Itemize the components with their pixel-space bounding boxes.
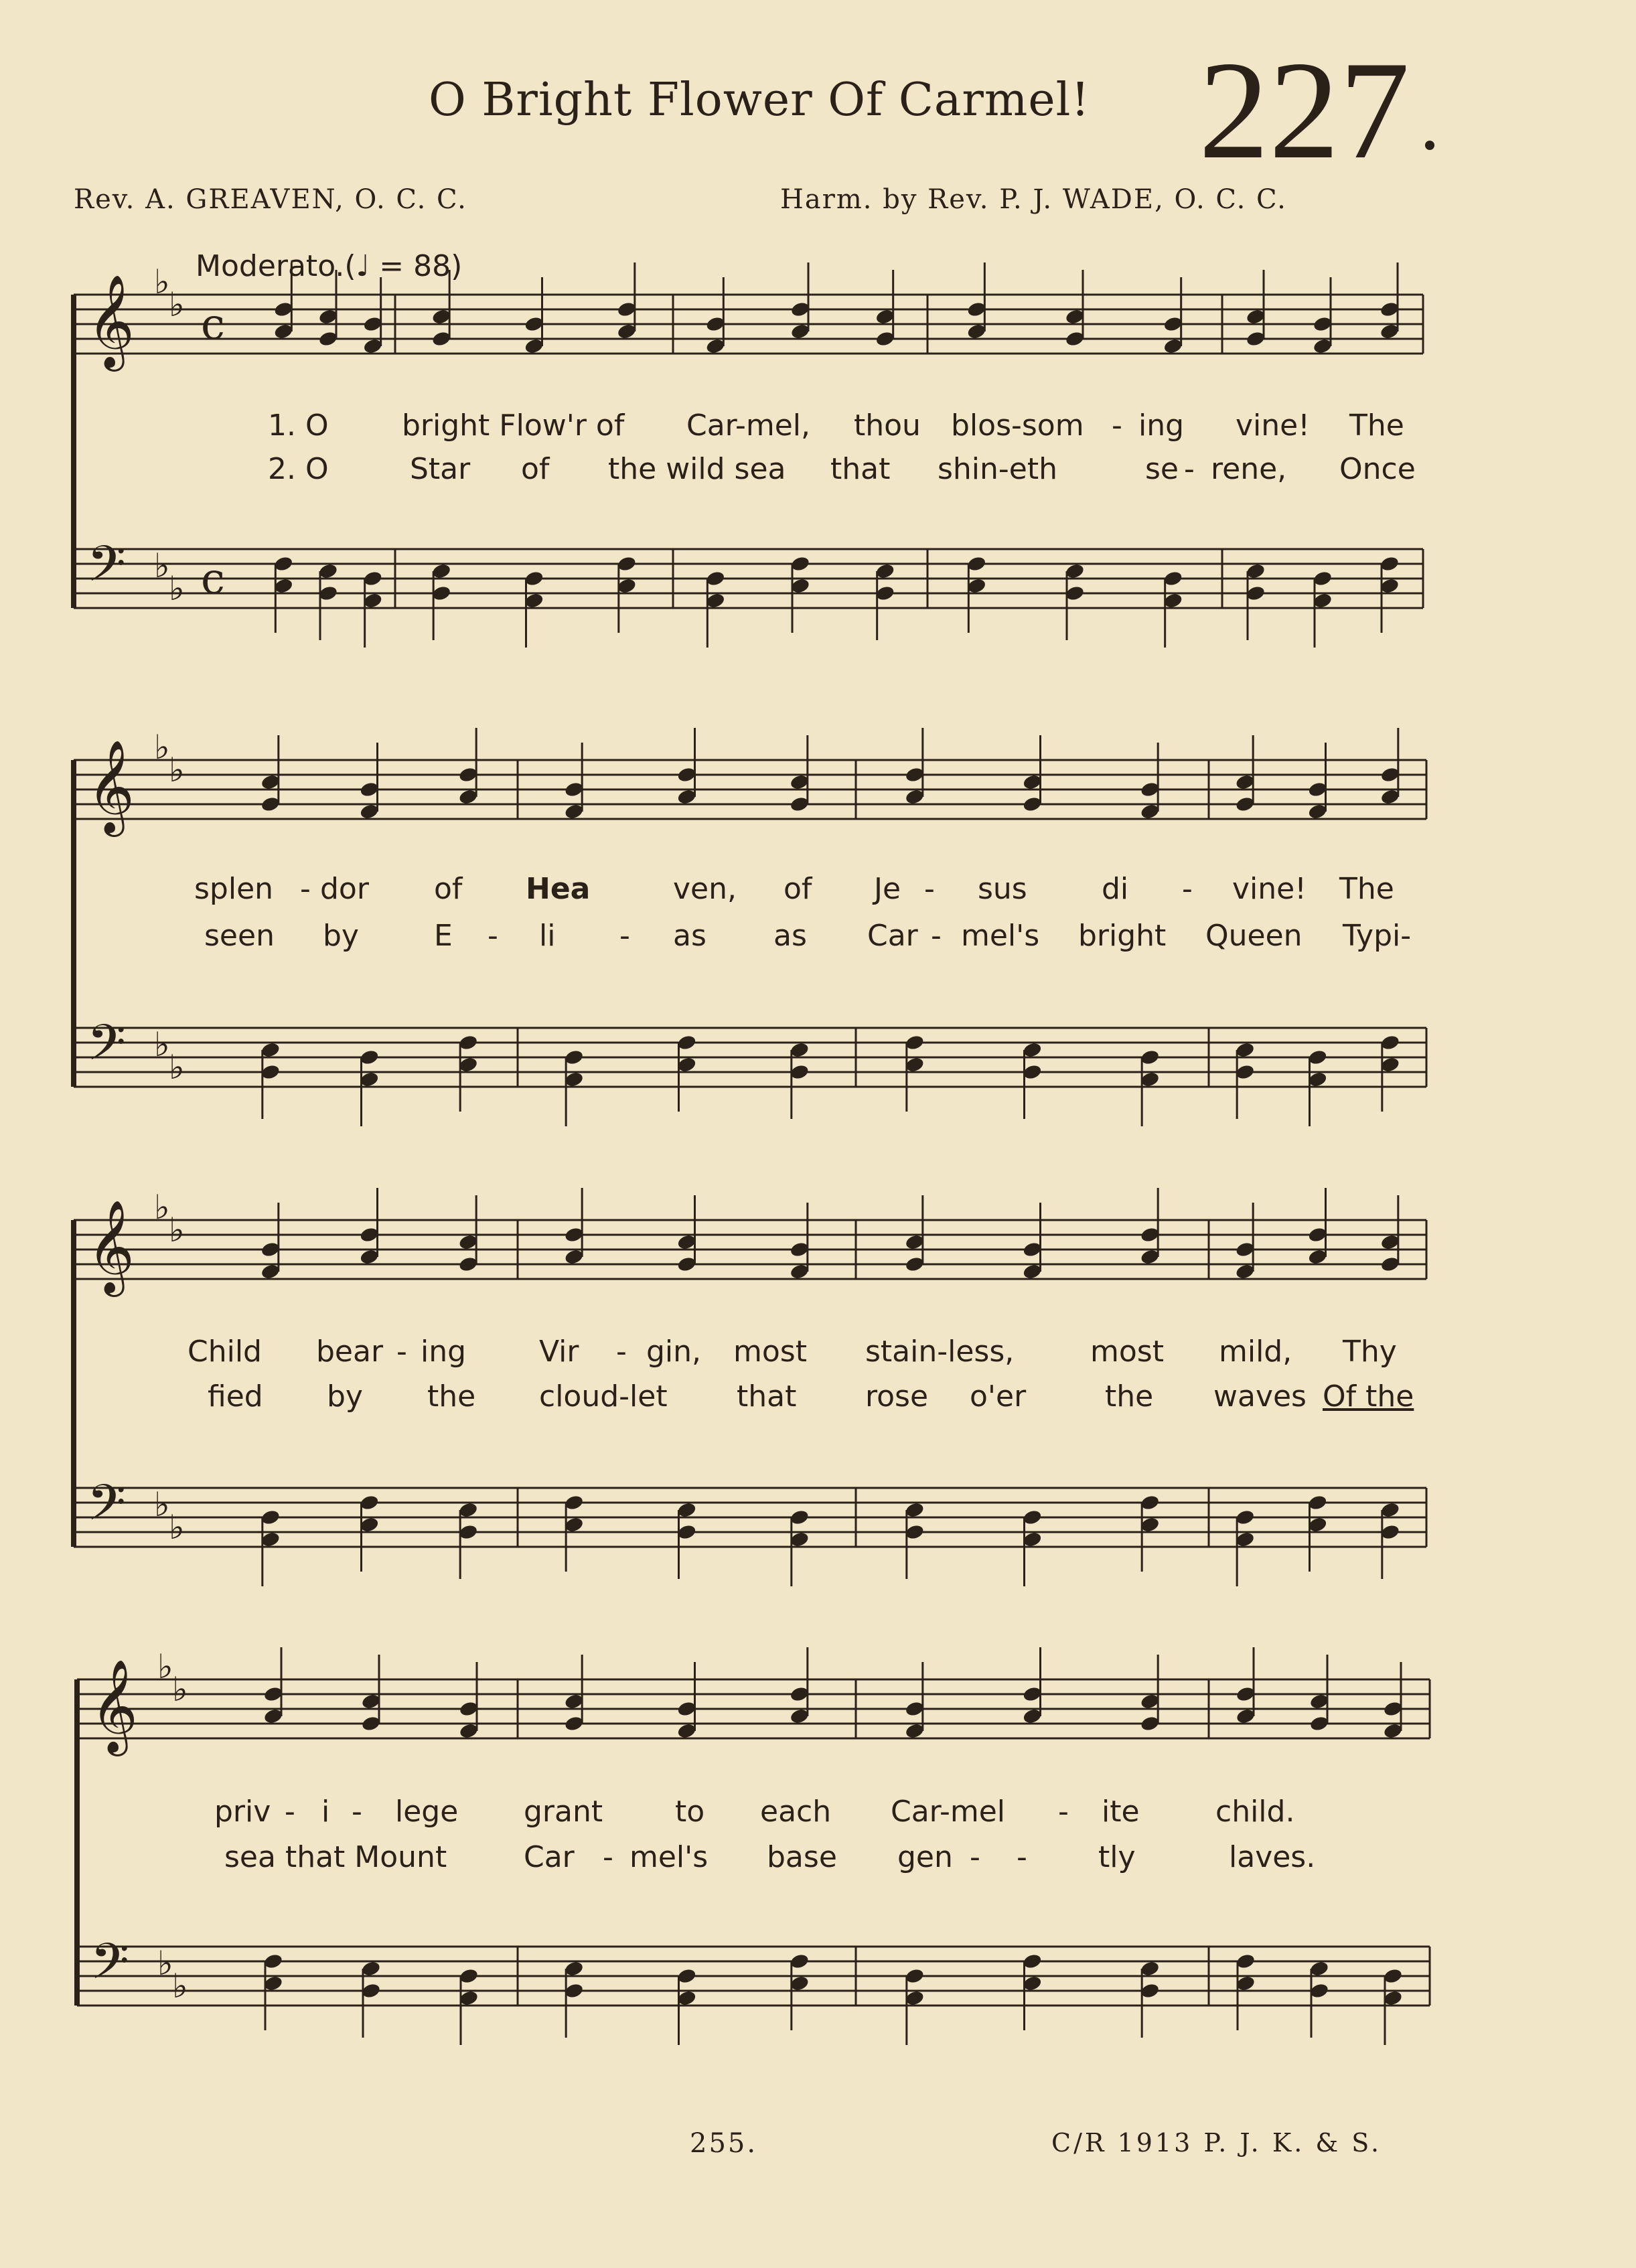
lyric-syllable: most [733,1335,807,1369]
lyric-syllable: - [488,919,498,953]
lyric-syllable: The [1349,408,1404,443]
lyric-syllable: rose [865,1379,929,1414]
bass-clef-icon: 𝄢 [87,1474,126,1544]
lyric-syllable: Car [524,1840,575,1874]
lyric-syllable: the [1105,1379,1154,1414]
lyric-syllable: - [1112,408,1122,443]
flat-icon: ♭ [169,1211,185,1250]
bass-clef-icon: 𝄢 [90,1933,129,2003]
lyric-syllable: by [323,919,359,953]
lyric-syllable: Child [188,1335,262,1369]
flat-icon: ♭ [169,1508,185,1547]
lyric-syllable: - [352,1795,362,1829]
lyric-syllable: of [784,872,812,906]
harmonizer-credit: Harm. by Rev. P. J. WADE, O. C. C. [780,184,1287,215]
lyric-syllable: se [1145,452,1179,486]
lyric-syllable: ven, [673,872,737,906]
lyric-syllable: gin, [646,1335,702,1369]
tempo-marking: Moderato.(♩ = 88) [196,249,463,283]
lyric-syllable: Of the [1323,1379,1414,1414]
lyric-syllable: to [675,1795,705,1829]
flat-icon: ♭ [169,751,185,789]
lyric-syllable: sus [978,872,1027,906]
lyric-syllable: Once [1339,452,1416,486]
lyric-syllable: ite [1102,1795,1140,1829]
lyric-syllable: - [1017,1840,1027,1874]
lyric-syllable: The [1339,872,1394,906]
lyric-syllable: - [603,1840,613,1874]
lyric-syllable: gen [897,1840,953,1874]
lyric-syllable: base [767,1840,837,1874]
author-credit: Rev. A. GREAVEN, O. C. C. [74,184,467,215]
common-time-icon: c [201,300,225,350]
copyright-notice: C/R 1913 P. J. K. & S. [1051,2128,1382,2158]
lyric-syllable: sea that Mount [224,1840,447,1874]
lyric-syllable: li [539,919,556,953]
lyric-syllable: Queen [1205,919,1303,953]
lyric-syllable: as [673,919,707,953]
lyric-syllable: ing [421,1335,467,1369]
lyric-syllable: - [1058,1795,1069,1829]
lyric-syllable: Car-mel [891,1795,1005,1829]
lyric-syllable: bear [316,1335,384,1369]
hymn-title: O Bright Flower Of Carmel! [429,74,1090,127]
flat-icon: ♭ [154,728,170,767]
lyric-syllable: bright Flow'r of [402,408,625,443]
lyric-syllable: mel's [629,1840,709,1874]
lyric-syllable: i [321,1795,330,1829]
page-number: 255. [690,2128,758,2159]
lyric-syllable: o'er [970,1379,1027,1414]
lyric-syllable: cloud-let [539,1379,668,1414]
lyric-syllable: Vir [539,1335,579,1369]
lyric-syllable: of [521,452,550,486]
lyric-syllable: - [616,1335,627,1369]
treble-clef-icon: 𝄞 [87,740,135,833]
lyric-syllable: - [396,1335,407,1369]
lyric-syllable: - [1184,452,1195,486]
lyric-syllable: waves [1213,1379,1307,1414]
lyric-syllable: Hea [526,872,591,906]
lyric-syllable: vine! [1236,408,1310,443]
lyric-syllable: Thy [1343,1335,1397,1369]
flat-icon: ♭ [172,1967,188,2006]
bass-clef-icon: 𝄢 [87,535,126,605]
lyric-syllable: Star [410,452,471,486]
lyric-syllable: priv [214,1795,271,1829]
lyric-syllable: ing [1138,408,1185,443]
lyric-syllable: of [434,872,463,906]
flat-icon: ♭ [157,1647,173,1686]
lyric-syllable: Car-mel, [686,408,810,443]
lyric-syllable: - [619,919,630,953]
flat-icon: ♭ [169,569,185,608]
lyric-syllable: - [1182,872,1193,906]
treble-clef-icon: 𝄞 [87,1200,135,1293]
flat-icon: ♭ [154,1025,170,1064]
lyric-syllable: dor [320,872,369,906]
lyric-syllable: Je [874,872,901,906]
lyric-syllable: shin-eth [938,452,1058,486]
flat-icon: ♭ [154,262,170,301]
lyric-syllable: tly [1098,1840,1136,1874]
lyric-syllable: 2. O [268,452,329,486]
bass-clef-icon: 𝄢 [87,1014,126,1084]
lyric-syllable: stain-less, [865,1335,1015,1369]
lyric-syllable: laves. [1229,1840,1316,1874]
lyric-syllable: lege [395,1795,459,1829]
lyric-syllable: most [1090,1335,1164,1369]
flat-icon: ♭ [154,546,170,585]
lyric-syllable: rene, [1211,452,1287,486]
lyric-syllable: grant [524,1795,603,1829]
flat-icon: ♭ [154,1188,170,1227]
lyric-syllable: blos-som [951,408,1084,443]
lyric-syllable: bright [1078,919,1167,953]
treble-clef-icon: 𝄞 [90,1659,138,1752]
lyric-syllable: - [285,1795,295,1829]
lyric-syllable: - [931,919,942,953]
lyric-syllable: Car [867,919,918,953]
lyric-syllable: Typi- [1343,919,1412,953]
flat-icon: ♭ [154,1485,170,1524]
lyric-syllable: the wild sea [608,452,786,486]
treble-clef-icon: 𝄞 [87,275,135,368]
flat-icon: ♭ [169,285,185,324]
common-time-icon: c [201,554,225,604]
lyric-syllable: as [773,919,807,953]
lyric-syllable: fied [208,1379,263,1414]
lyric-syllable: di [1102,872,1129,906]
lyric-syllable: the [427,1379,476,1414]
lyric-syllable: vine! [1232,872,1307,906]
lyric-syllable: - [970,1840,980,1874]
lyric-syllable: that [830,452,891,486]
lyric-syllable: mel's [961,919,1040,953]
lyric-syllable: seen [204,919,275,953]
lyric-syllable: mild, [1219,1335,1292,1369]
lyric-syllable: by [327,1379,363,1414]
lyric-syllable: each [760,1795,832,1829]
hymn-number: 227 [1199,33,1410,188]
lyric-syllable: splen [194,872,274,906]
lyric-syllable: - [300,872,311,906]
lyric-syllable: that [737,1379,797,1414]
lyric-syllable: 1. O [268,408,329,443]
flat-icon: ♭ [172,1670,188,1709]
flat-icon: ♭ [169,1048,185,1087]
lyric-syllable: E [434,919,453,953]
lyric-syllable: thou [854,408,921,443]
flat-icon: ♭ [157,1944,173,1983]
lyric-syllable: - [924,872,935,906]
lyric-syllable: child. [1215,1795,1295,1829]
